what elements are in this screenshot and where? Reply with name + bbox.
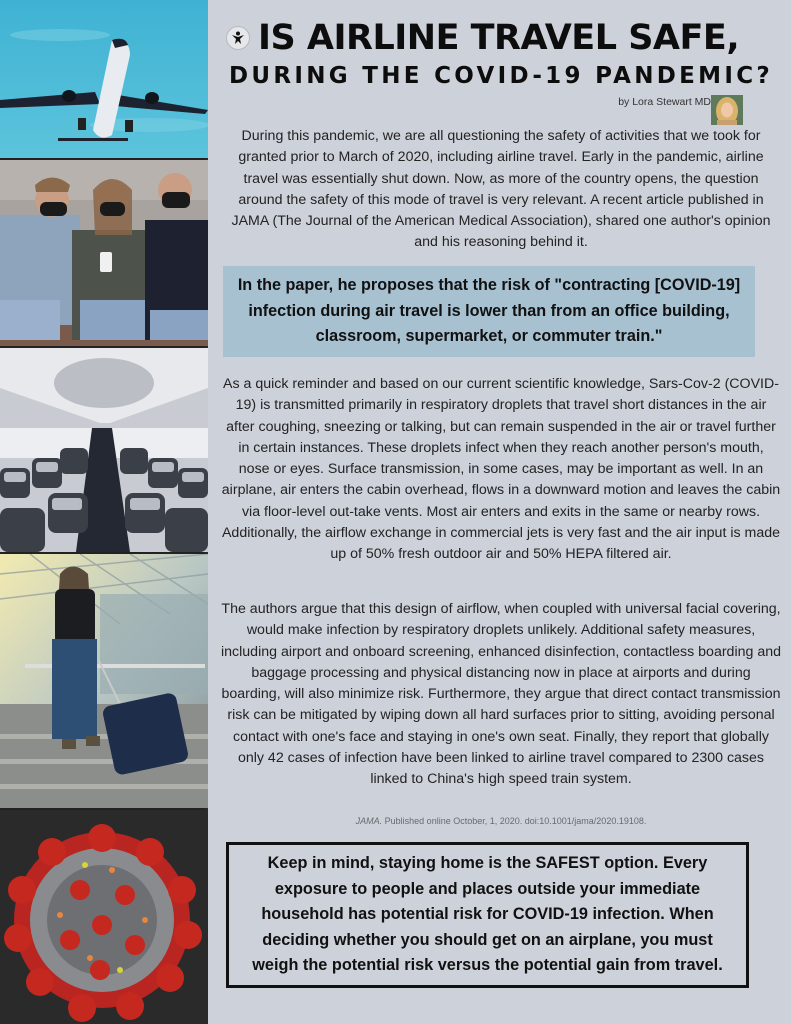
- coronavirus-photo: [0, 810, 208, 1024]
- quote-text: In the paper, he proposes that the risk of "contracting [COVID-19] infection during air travel is lower than from an office building, classroom, supermarket, or commuter train.": [237, 276, 741, 346]
- callout-text: Keep in mind, staying home is the SAFEST option. Every exposure to people and places outside your immediate household has potential risk for COVID-19 infection. When deciding whether you should get on an airplane, you must weigh the potential risk versus the potential gain from travel.: [252, 854, 723, 975]
- author-avatar: [711, 95, 743, 125]
- author-byline: by Lora Stewart MD: [618, 96, 711, 108]
- title-row: [226, 18, 739, 58]
- airplane-cabin-photo: [0, 348, 208, 552]
- airplane-takeoff-photo: [0, 0, 208, 158]
- citation-journal: JAMA.: [355, 816, 383, 826]
- authors-argument-paragraph: The authors argue that this design of airflow, when coupled with universal facial covering, would make infection by respiratory droplets unlikely. Additional safety measures, including airport and onboard screening, enhanced disinfection, contactless boarding and baggage processing and physical distancing now in place at airports and during boarding, will also minimize risk. Furthermore, they argue that direct contact transmission risk can be mitigated by wiping down all hard surfaces prior to sitting, avoiding personal contact with one's face and staying in one's own seat. Finally, they report that globally only 42 cases of infection have been linked to airline travel compared to 2300 cases linked to China's high speed train system.: [221, 601, 781, 788]
- title-line-1: IS AIRLINE TRAVEL SAFE,: [258, 18, 740, 58]
- title-line-2: DURING THE COVID-19 PANDEMIC?: [229, 63, 774, 89]
- photo-strip: [0, 0, 208, 1024]
- traveler-luggage-photo: [0, 554, 208, 808]
- safety-callout-box: [226, 842, 749, 988]
- masked-people-photo: [0, 160, 208, 346]
- article-content: [211, 0, 791, 1024]
- person-star-icon: [226, 26, 250, 50]
- intro-paragraph: During this pandemic, we are all questioning the safety of activities that we took for granted prior to March of 2020, including airline travel. Early in the pandemic, airline travel was essentially shut down. Now, as more of the country opens, the question around the safety of this mode of travel is very relevant. A recent article published in JAMA (The Journal of the American Medical Association), shared one author's opinion and his reasoning behind it.: [231, 128, 771, 251]
- citation-text: Published online October, 1, 2020. doi:10.1001/jama/2020.19108.: [382, 816, 647, 826]
- transmission-paragraph: As a quick reminder and based on our current scientific knowledge, Sars-Cov-2 (COVID-19) is transmitted primarily in respiratory droplets that travel short distances in the air after coughing, sneezing or talking, but can remain suspended in the air or travel further in certain instances. These droplets infect when they reach another person's mouth, nose or eyes. Surface transmission, in some cases, may be important as well. In an airplane, air enters the cabin overhead, flows in a downward motion and leaves the cabin via floor-level out-take vents. Most air enters and exits in the same or nearby rows. Additionally, the airflow exchange in commercial jets is very fast and the air input is made up of 50% fresh outdoor air and 50% HEPA filtered air.: [221, 376, 781, 563]
- citation: [221, 816, 781, 826]
- quote-highlight-box: [223, 266, 755, 357]
